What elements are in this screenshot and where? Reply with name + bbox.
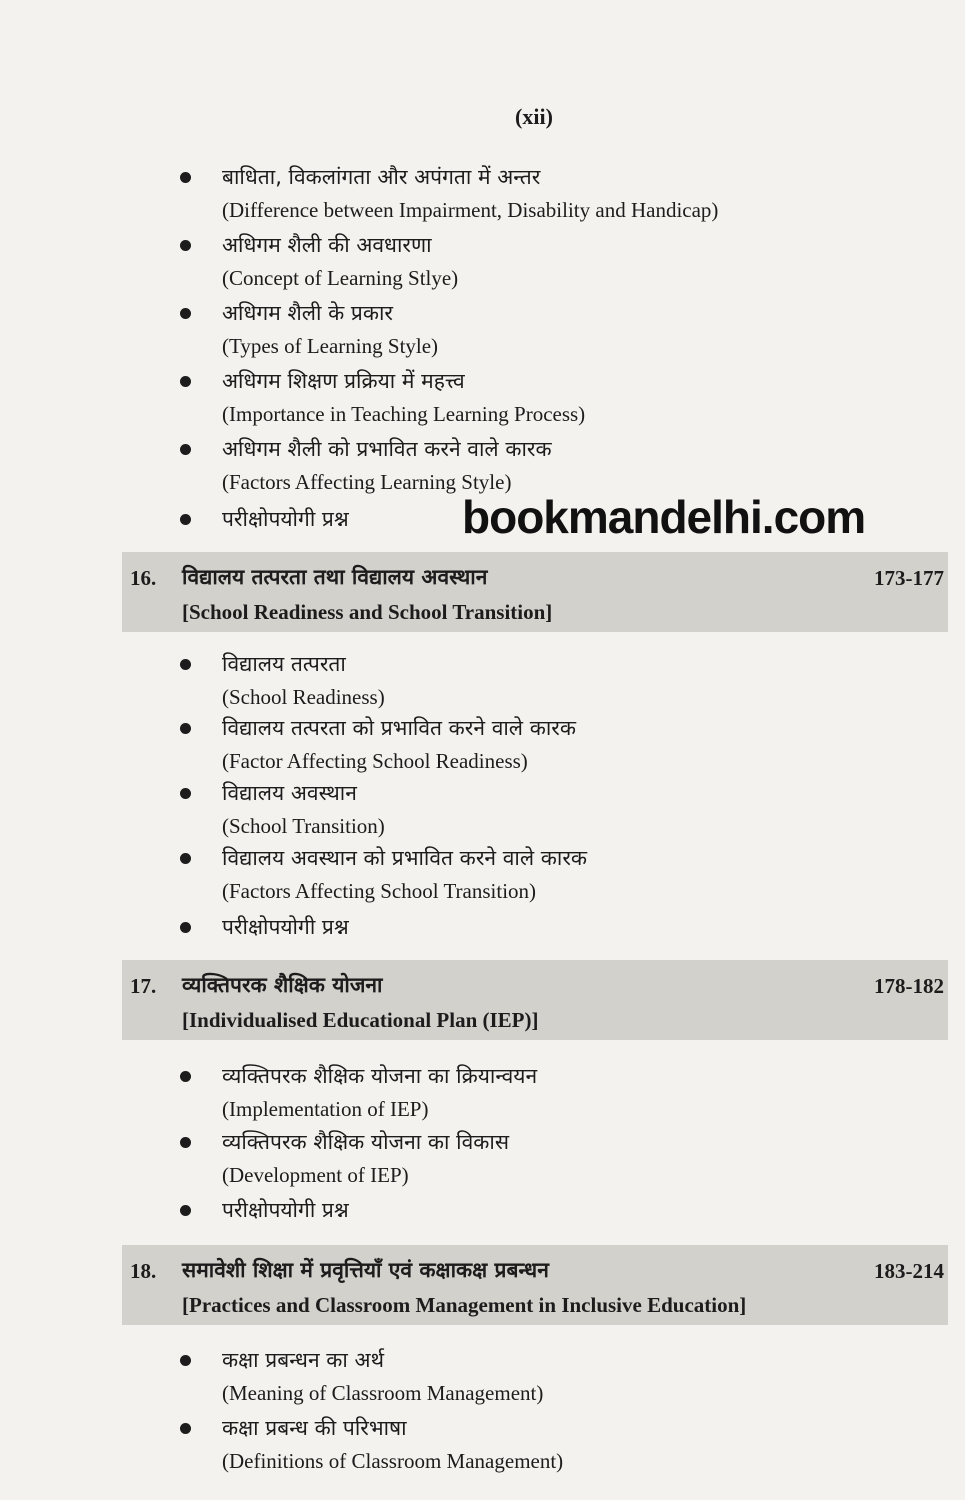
section-header-17: [122, 960, 948, 1040]
item-hindi: व्यक्तिपरक शैक्षिक योजना का क्रियान्वयन: [222, 1064, 538, 1088]
watermark-text: bookmandelhi.com: [462, 491, 866, 543]
item-english: (School Transition): [222, 814, 385, 838]
bullet-icon: [180, 172, 191, 183]
item-hindi: अधिगम शिक्षण प्रक्रिया में महत्त्व: [222, 369, 465, 393]
bullet-icon: [180, 514, 191, 525]
section-page-range: 183-214: [874, 1259, 944, 1283]
item-english: (Development of IEP): [222, 1163, 409, 1187]
item-english: (Types of Learning Style): [222, 334, 439, 358]
item-hindi: कक्षा प्रबन्ध की परिभाषा: [222, 1416, 407, 1440]
item-hindi: विद्यालय अवस्थान को प्रभावित करने वाले कारक: [222, 846, 588, 870]
item-english: (School Readiness): [222, 685, 385, 709]
bullet-icon: [180, 659, 191, 670]
bullet-icon: [180, 1137, 191, 1148]
item-hindi: कक्षा प्रबन्धन का अर्थ: [222, 1348, 385, 1372]
item-english: (Definitions of Classroom Management): [222, 1449, 564, 1473]
bullet-icon: [180, 1205, 191, 1216]
bullet-icon: [180, 240, 191, 251]
item-english: (Factor Affecting School Readiness): [222, 749, 528, 773]
bullet-icon: [180, 788, 191, 799]
section-page-range: 173-177: [874, 566, 944, 590]
bullet-icon: [180, 1423, 191, 1434]
section-header-18: [122, 1245, 948, 1325]
section-hindi-title: समावेशी शिक्षा में प्रवृत्तियाँ एवं कक्षाकक्ष प्रबन्धन: [182, 1258, 549, 1282]
bullet-icon: [180, 1071, 191, 1082]
section-hindi-title: विद्यालय तत्परता तथा विद्यालय अवस्थान: [182, 565, 488, 589]
section-english-title: [Individualised Educational Plan (IEP)]: [182, 1008, 539, 1032]
item-hindi: विद्यालय तत्परता को प्रभावित करने वाले कारक: [222, 716, 577, 740]
item-english: (Importance in Teaching Learning Process): [222, 402, 586, 426]
item-hindi: परीक्षोपयोगी प्रश्न: [222, 915, 349, 939]
item-hindi: अधिगम शैली की अवधारणा: [222, 233, 432, 257]
item-english: (Concept of Learning Stlye): [222, 266, 459, 290]
item-hindi: व्यक्तिपरक शैक्षिक योजना का विकास: [222, 1130, 510, 1154]
bullet-icon: [180, 1355, 191, 1366]
section-number: 17.: [130, 974, 157, 998]
item-hindi: विद्यालय तत्परता: [222, 652, 346, 676]
section-number: 16.: [130, 566, 157, 590]
item-hindi: परीक्षोपयोगी प्रश्न: [222, 507, 349, 531]
item-hindi: परीक्षोपयोगी प्रश्न: [222, 1198, 349, 1222]
section-hindi-title: व्यक्तिपरक शैक्षिक योजना: [182, 973, 383, 997]
item-english: (Implementation of IEP): [222, 1097, 429, 1121]
item-english: (Difference between Impairment, Disability and Handicap): [222, 198, 719, 222]
page-number: (xii): [515, 104, 553, 129]
section-page-range: 178-182: [874, 974, 944, 998]
bullet-icon: [180, 308, 191, 319]
bullet-icon: [180, 723, 191, 734]
bullet-icon: [180, 376, 191, 387]
item-hindi: अधिगम शैली के प्रकार: [222, 301, 393, 325]
item-english: (Factors Affecting School Transition): [222, 879, 537, 903]
bullet-icon: [180, 853, 191, 864]
bullet-icon: [180, 444, 191, 455]
item-hindi: विद्यालय अवस्थान: [222, 781, 357, 805]
section-english-title: [School Readiness and School Transition]: [182, 600, 553, 624]
bullet-icon: [180, 922, 191, 933]
section-header-16: [122, 552, 948, 632]
section-number: 18.: [130, 1259, 157, 1283]
section-english-title: [Practices and Classroom Management in Inclusive Education]: [182, 1293, 747, 1317]
item-hindi: अधिगम शैली को प्रभावित करने वाले कारक: [222, 437, 552, 461]
item-hindi: बाधिता, विकलांगता और अपंगता में अन्तर: [222, 165, 541, 189]
item-english: (Factors Affecting Learning Style): [222, 470, 512, 494]
item-english: (Meaning of Classroom Management): [222, 1381, 544, 1405]
